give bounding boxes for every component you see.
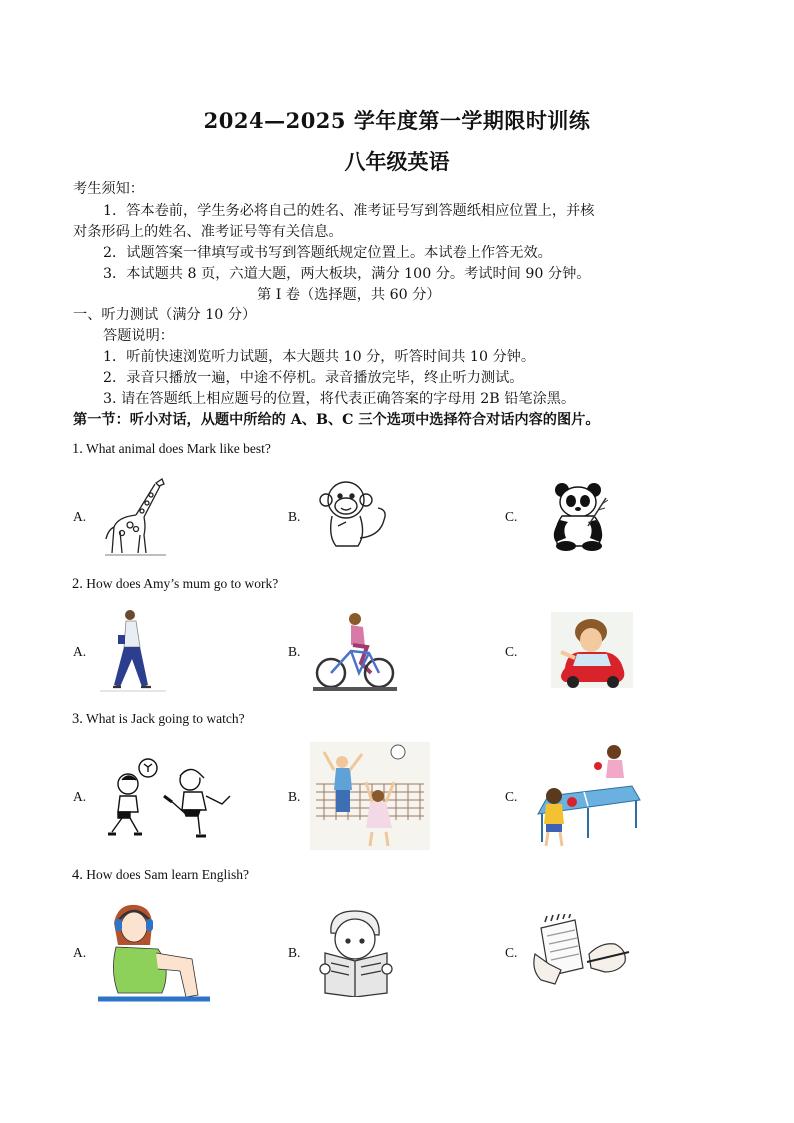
exam-subtitle: 八年级英语: [344, 149, 450, 174]
q2-option-b-label: B.: [288, 644, 301, 659]
instruction-2: 2．录音只播放一遍，中途不停机。录音播放完毕，终止听力测试。: [103, 370, 524, 386]
volume-title: 第 I 卷（选择题，共 60 分）: [257, 287, 441, 303]
instruction-3: 3. 请在答题纸上相应题号的位置，将代表正确答案的字母用 2B 铅笔涂黑。: [103, 391, 576, 407]
instruction-1: 1．听前快速浏览听力试题，本大题共 10 分，听答时间共 10 分钟。: [103, 349, 536, 365]
listening-girl-icon: [96, 899, 212, 1005]
question-number: 1.: [72, 441, 83, 457]
notice-item-3: 3．本试题共 8 页，六道大题，两大板块，满分 100 分。考试时间 90 分钟。: [103, 266, 591, 282]
walking-woman-icon: [96, 607, 172, 693]
notice-item-1-line-1: 1．答本卷前，学生务必将自己的姓名、准考证号写到答题纸相应位置上，并核: [103, 203, 595, 219]
monkey-icon: [314, 476, 394, 556]
volleyball-players-icon: [310, 742, 430, 850]
question-2: [72, 576, 278, 593]
reading-boy-icon: [317, 907, 395, 997]
question-text: What animal does Mark like best?: [86, 441, 271, 456]
table-tennis-players-icon: [528, 742, 642, 848]
notice-heading: 考生须知：: [73, 181, 144, 197]
question-1: [72, 441, 271, 458]
cycling-woman-icon: [313, 611, 397, 691]
q4-option-c-label: C.: [505, 945, 518, 960]
question-text: What is Jack going to watch?: [86, 711, 245, 726]
question-text: How does Amy’s mum go to work?: [86, 576, 279, 591]
q1-option-c-label: C.: [505, 509, 518, 524]
question-text: How does Sam learn English?: [86, 867, 249, 882]
q2-option-c-label: C.: [505, 644, 518, 659]
writing-hand-icon: [531, 914, 631, 988]
q4-option-b-label: B.: [288, 945, 301, 960]
giraffe-icon: [100, 475, 170, 557]
q1-option-b-label: B.: [288, 509, 301, 524]
question-3: [72, 711, 245, 728]
notice-item-1-line-2: 对条形码上的姓名、准考证号等有关信息。: [73, 224, 343, 240]
panda-icon: [548, 480, 612, 552]
notice-item-2: 2．试题答案一律填写或书写到答题纸规定位置上。本试卷上作答无效。: [103, 245, 552, 261]
part-1-title: 第一节：听小对话，从题中所给的 A、B、C 三个选项中选择符合对话内容的图片。: [73, 412, 600, 428]
question-4: [72, 867, 249, 884]
exam-title: 2024—2025 学年度第一学期限时训练: [203, 108, 591, 133]
driving-woman-icon: [551, 612, 633, 688]
soccer-players-icon: [100, 752, 236, 840]
q1-option-a-label: A.: [73, 509, 87, 524]
q3-option-a-label: A.: [73, 789, 87, 804]
q3-option-c-label: C.: [505, 789, 518, 804]
question-number: 4.: [72, 867, 83, 883]
instructions-heading: 答题说明：: [103, 328, 174, 344]
q2-option-a-label: A.: [73, 644, 87, 659]
q4-option-a-label: A.: [73, 945, 87, 960]
q3-option-b-label: B.: [288, 789, 301, 804]
question-number: 3.: [72, 711, 83, 727]
question-number: 2.: [72, 576, 83, 592]
section-1-title: 一、听力测试（满分 10 分）: [73, 307, 257, 323]
